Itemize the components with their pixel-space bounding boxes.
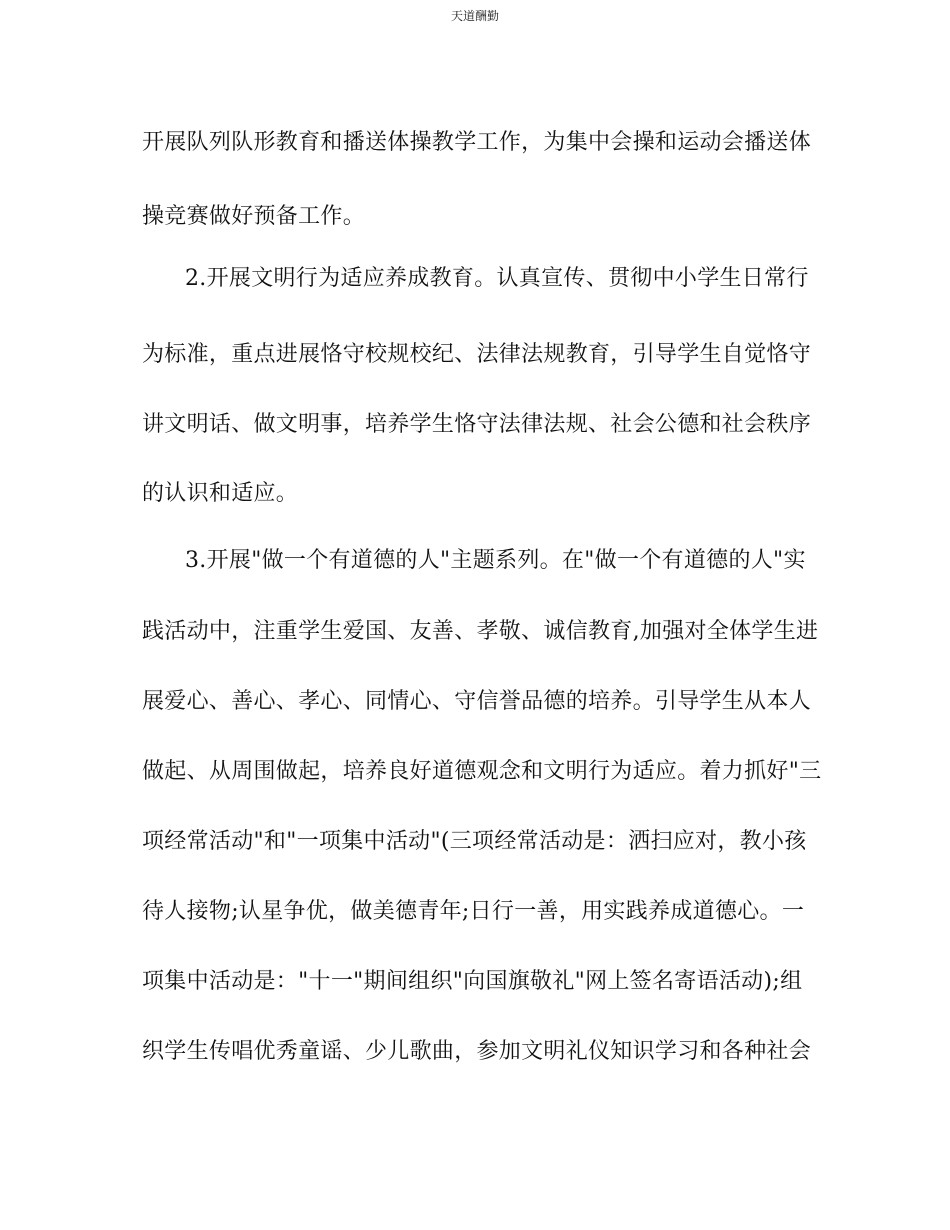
body-line: 开展队列队形教育和播送体操教学工作，为集中会操和运动会播送体 (142, 130, 812, 155)
body-line: 项经常活动"和"一项集中活动"(三项经常活动是：洒扫应对，教小孩 (142, 829, 807, 854)
body-line: 操竞赛做好预备工作。 (142, 204, 366, 229)
body-line: 讲文明话、做文明事，培养学生恪守法律法规、社会公德和社会秩序 (142, 412, 812, 437)
body-line: 项集中活动是："十一"期间组织"向国旗敬礼"网上签名寄语活动);组 (142, 969, 803, 994)
body-line: 待人接物;认星争优，做美德青年;日行一善，用实践养成道德心。一 (142, 899, 805, 924)
page-header: 天道酬勤 (450, 9, 499, 23)
paragraph-3-first-line: 3.开展"做一个有道德的人"主题系列。在"做一个有道德的人"实 (185, 548, 806, 573)
body-line: 的认识和适应。 (142, 481, 299, 506)
body-line: 做起、从周围做起，培养良好道德观念和文明行为适应。着力抓好"三 (142, 759, 822, 784)
paragraph-2-first-line: 2.开展文明行为适应养成教育。认真宣传、贯彻中小学生日常行 (185, 266, 809, 291)
body-line: 践活动中，注重学生爱国、友善、孝敬、诚信教育,加强对全体学生进 (142, 619, 819, 644)
body-line: 织学生传唱优秀童谣、少儿歌曲，参加文明礼仪知识学习和各种社会 (142, 1039, 812, 1064)
body-line: 展爱心、善心、孝心、同情心、守信誉品德的培养。引导学生从本人 (142, 689, 812, 714)
body-line: 为标准，重点进展恪守校规校纪、法律法规教育，引导学生自觉恪守 (142, 342, 812, 367)
